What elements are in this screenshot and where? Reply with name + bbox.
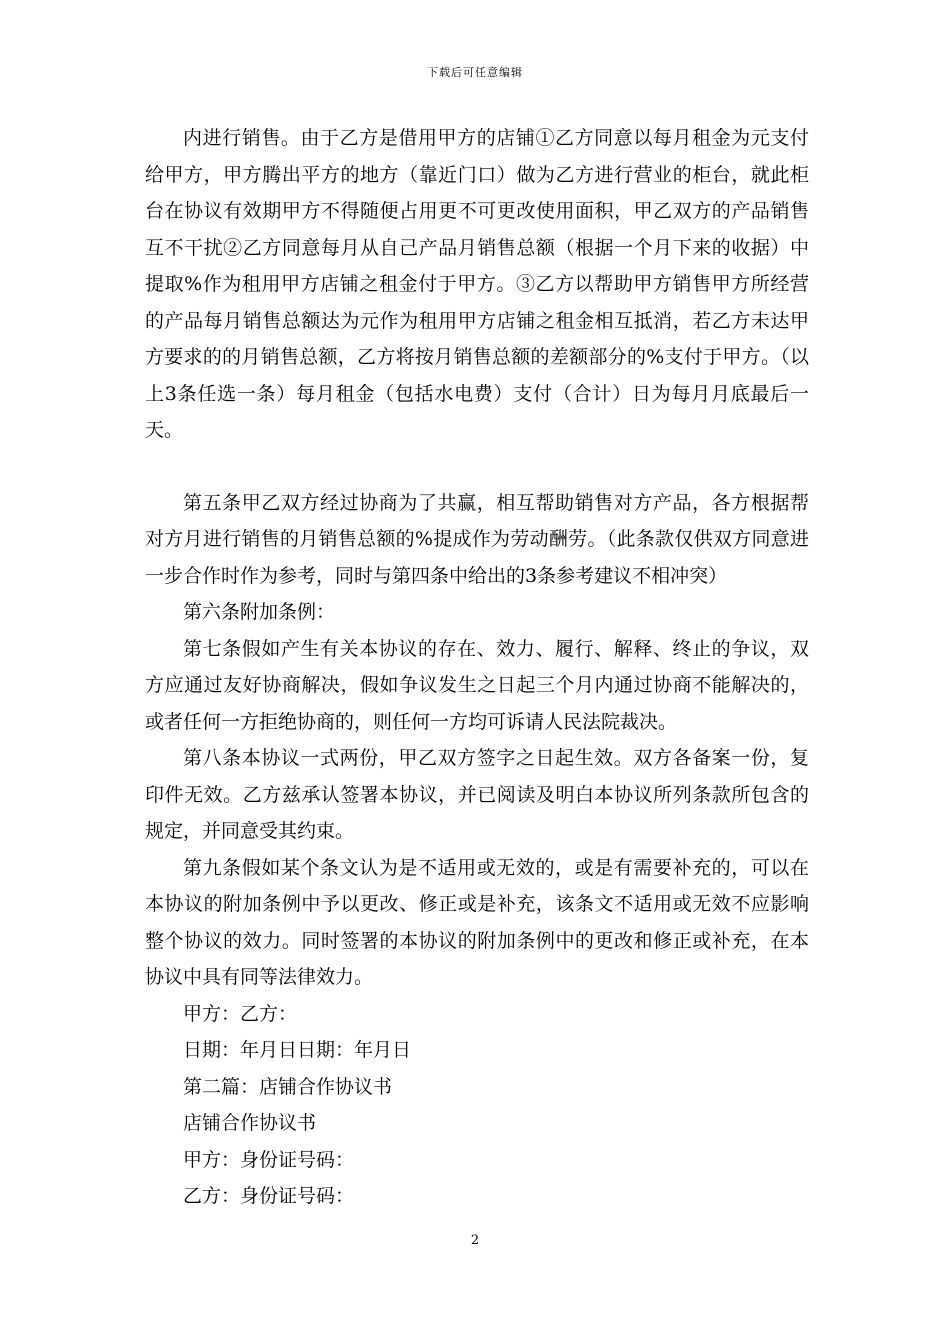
- paragraph-article-7: 第七条假如产生有关本协议的存在、效力、履行、解释、终止的争议，双方应通过友好协商解决，假如争议发生之日起三个月内通过协商不能解决的，或者任何一方拒绝协商的，则任何一方均可诉请人民法院裁决。: [145, 637, 809, 733]
- section-title: 第二篇：店铺合作协议书: [183, 1075, 393, 1098]
- paragraph-rent-terms: 内进行销售。由于乙方是借用甲方的店铺①乙方同意以每月租金为元支付给甲方，甲方腾出平方的地方（靠近门口）做为乙方进行营业的柜台，就此柜台在协议有效期甲方不得随便占用更不可更改使用面积，甲乙双方的产品销售互不干扰②乙方同意每月从自己产品月销售总额（根据一个月下来的收据）中提取%作为租用甲方店铺之租金付于甲方。③乙方以帮助甲方销售甲方所经营的产品每月销售总额达为元作为租用甲方店铺之租金相互抵消，若乙方未达甲方要求的的月销售总额，乙方将按月销售总额的差额部分的%支付于甲方。（以上3条任选一条）每月租金（包括水电费）支付（合计）日为每月月底最后一天。: [145, 127, 809, 441]
- signature-parties: 甲方：乙方：: [183, 1002, 298, 1025]
- paragraph-article-6: 第六条附加条例：: [183, 601, 336, 623]
- paragraph-article-5: 第五条甲乙双方经过协商为了共赢，相互帮助销售对方产品，各方根据帮对方月进行销售的月销售总额的%提成作为劳动酬劳。（此条款仅供双方同意进一步合作时作为参考，同时与第四条中给出的3条参考建议不相冲突）: [145, 491, 809, 587]
- paragraph-article-8: 第八条本协议一式两份，甲乙双方签字之日起生效。双方各备案一份，复印件无效。乙方兹承认签署本协议，并已阅读及明白本协议所列条款所包含的规定，并同意受其约束。: [145, 747, 809, 842]
- page-number: 2: [470, 1233, 480, 1248]
- page-header: 下载后可任意编辑: [427, 66, 523, 79]
- party-a-id: 甲方：身份证号码：: [183, 1148, 355, 1171]
- party-b-id: 乙方：身份证号码：: [183, 1185, 355, 1207]
- agreement-title: 店铺合作协议书: [183, 1112, 317, 1134]
- paragraph-article-9: 第九条假如某个条文认为是不适用或无效的，或是有需要补充的，可以在本协议的附加条例中予以更改、修正或是补充，该条文不适用或无效不应影响整个协议的效力。同时签署的本协议的附加条例中的更改和修正或补充，在本协议中具有同等法律效力。: [145, 856, 809, 988]
- document-body: [145, 120, 809, 1215]
- signature-dates: 日期：年月日日期：年月日: [183, 1039, 412, 1061]
